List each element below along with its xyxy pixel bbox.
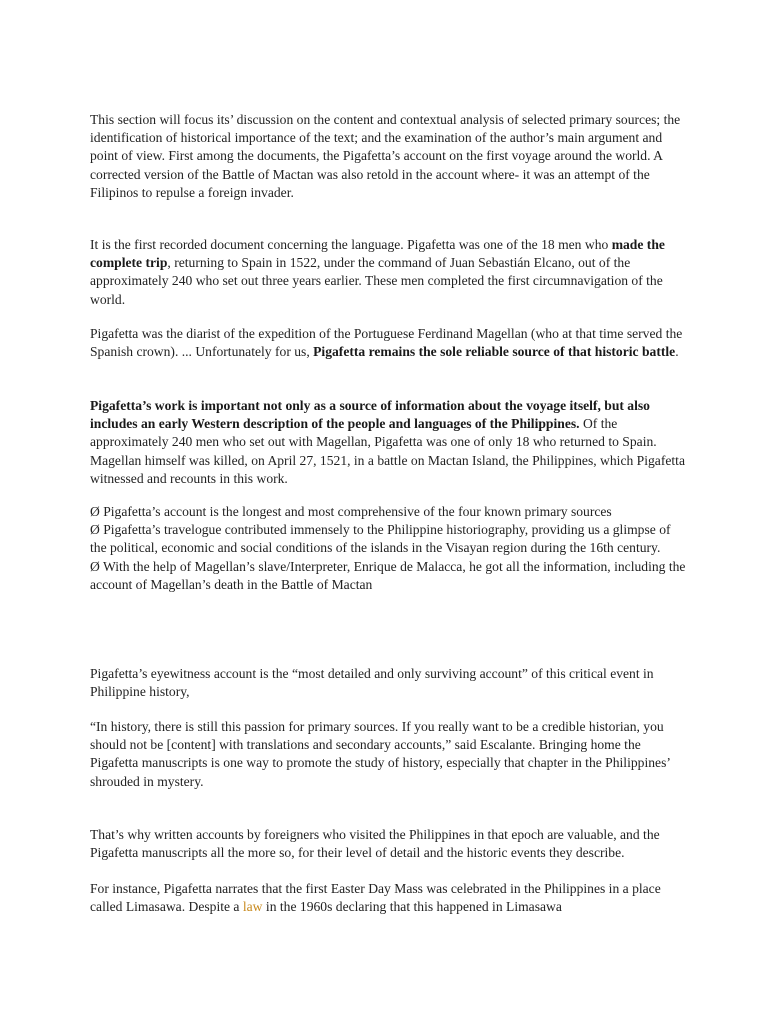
first-recorded-paragraph — [90, 236, 690, 309]
text-run: in the 1960s declaring that this happened in Limasawa — [262, 899, 562, 915]
text-run: For instance, Pigafetta narrates that the first Easter Day Mass was celebrated in the Philippines in a place called Limasawa. Despite a — [90, 881, 661, 915]
text-run: , returning to Spain in 1522, under the command of Juan Sebastián Elcano, out of the approximately 240 who set out three years earlier. These men completed the first circumnavigation of the world. — [90, 255, 663, 307]
text-run: . — [675, 344, 679, 360]
bullet-list — [90, 503, 690, 594]
bold-phrase: Pigafetta’s work is important not only as a source of information about the voyage itself, but also includes an early Western description of the people and languages of the Philippines. — [90, 398, 650, 432]
bullet-item: Ø Pigafetta’s account is the longest and most comprehensive of the four known primary sources — [90, 504, 612, 519]
eyewitness-paragraph: Pigafetta’s eyewitness account is the “most detailed and only surviving account” of this critical event in Philippine history, — [90, 666, 654, 700]
diarist-paragraph — [90, 325, 690, 361]
text-run: Pigafetta was the diarist of the expedition of the Portuguese Ferdinand Magellan (who at that time served the Spanish crown). ... Unfortunately for us, — [90, 326, 683, 360]
limasawa-paragraph — [90, 880, 690, 916]
intro-paragraph: This section will focus its’ discussion on the content and contextual analysis of selected primary sources; the identification of historical importance of the text; and the examination of the author’s main argument and point of view. First among the documents, the Pigafetta’s account on the first voyage around the world. A corrected version of the Battle of Mactan was also retold in the account where- it was an attempt of the Filipinos to repulse a foreign invader. — [90, 112, 681, 200]
escalante-quote-paragraph: “In history, there is still this passion for primary sources. If you really want to be a credible historian, you should not be [content] with translations and secondary accounts,” said Escalante. Bringing home the Pigafetta manuscripts is one way to promote the study of history, especially that chapter in the Philippines’ shrouded in mystery. — [90, 719, 670, 789]
bold-phrase: made the complete trip — [90, 237, 665, 271]
importance-paragraph — [90, 397, 690, 488]
bullet-item: Ø Pigafetta’s travelogue contributed immensely to the Philippine historiography, providing us a glimpse of the political, economic and social conditions of the islands in the Visayan region during the 16th century. — [90, 522, 671, 556]
bold-phrase: Pigafetta remains the sole reliable source of that historic battle — [313, 344, 676, 360]
written-accounts-paragraph: That’s why written accounts by foreigners who visited the Philippines in that epoch are valuable, and the Pigafetta manuscripts all the more so, for their level of detail and the historic events they describe. — [90, 827, 660, 861]
text-run: It is the first recorded document concerning the language. Pigafetta was one of the 18 men who — [90, 237, 612, 252]
bullet-item: Ø With the help of Magellan’s slave/Interpreter, Enrique de Malacca, he got all the information, including the account of Magellan’s death in the Battle of Mactan — [90, 558, 686, 592]
law-link[interactable]: law — [242, 899, 263, 915]
text-run: Of the approximately 240 men who set out with Magellan, Pigafetta was one of only 18 who returned to Spain. Magellan himself was killed, on April 27, 1521, in a battle on Mactan Island, the Philippines, which Pigafetta witnessed and recounts in this work. — [90, 416, 685, 486]
